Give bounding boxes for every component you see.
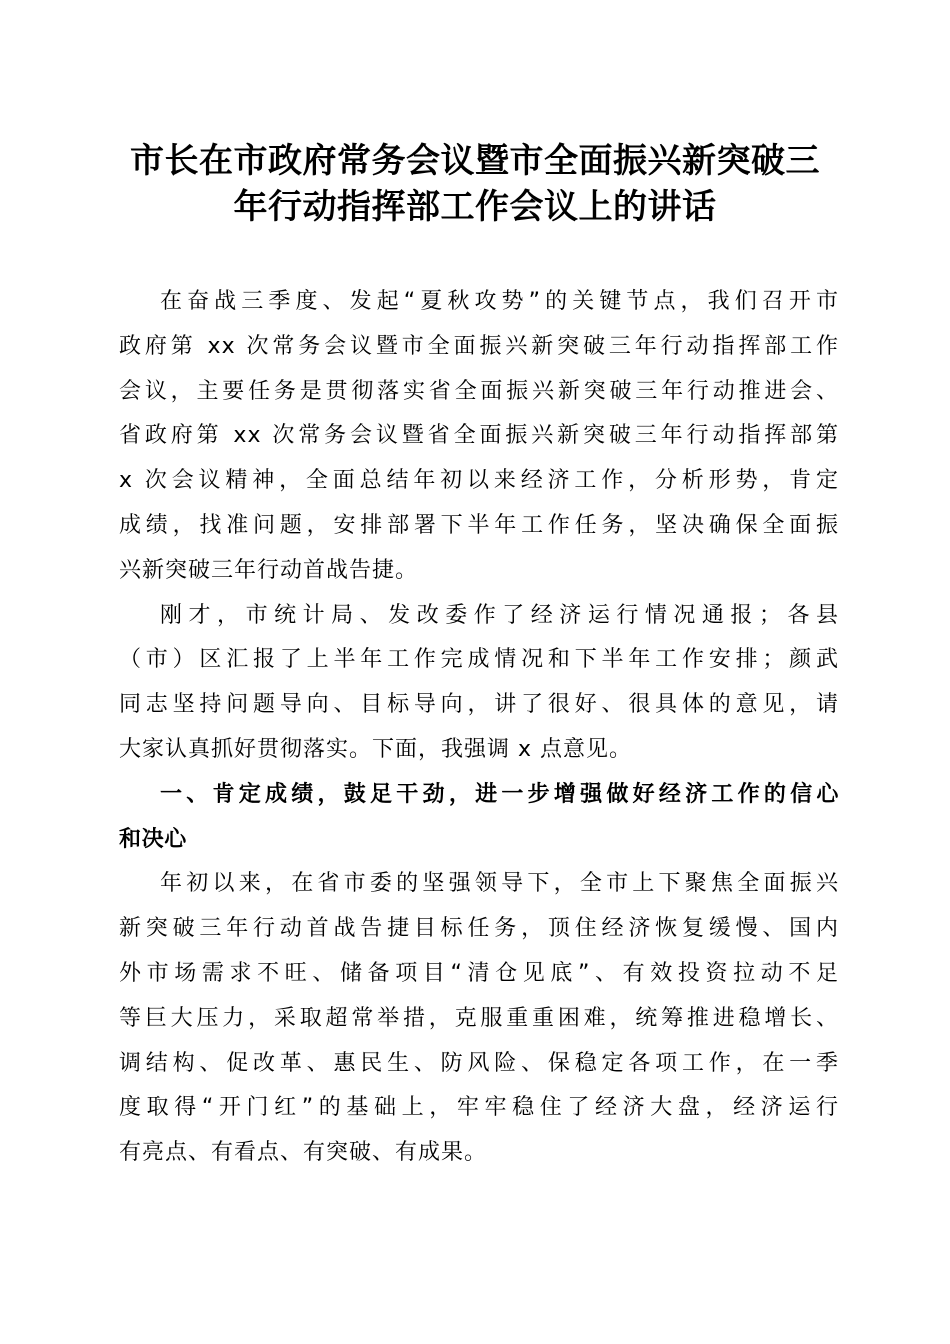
text-line: 政府第 xx 次常务会议暨市全面振兴新突破三年行动指挥部工作 <box>119 333 839 359</box>
text-line: 大家认真抓好贯彻落实。下面，我强调 x 点意见。 <box>119 736 633 762</box>
document-body <box>119 280 839 1176</box>
document-title <box>100 138 850 230</box>
text-line: 外市场需求不旺、储备项目“清仓见底”、有效投资拉动不足 <box>119 960 839 986</box>
heading-line: 和决心 <box>119 826 187 852</box>
text-line: 等巨大压力，采取超常举措，克服重重困难，统筹推进稳增长、 <box>119 1005 839 1031</box>
text-line: 有亮点、有看点、有突破、有成果。 <box>119 1140 488 1166</box>
text-line: x 次会议精神，全面总结年初以来经济工作，分析形势，肯定 <box>119 468 839 494</box>
text-line: （市）区汇报了上半年工作完成情况和下半年工作安排；颜武 <box>119 647 839 673</box>
paragraph-achievements <box>119 862 839 1176</box>
heading-line: 一、肯定成绩，鼓足干劲，进一步增强做好经济工作的信心 <box>160 781 839 807</box>
text-line: 度取得“开门红”的基础上，牢牢稳住了经济大盘，经济运行 <box>119 1095 839 1121</box>
paragraph-reports <box>119 594 839 773</box>
text-line: 在奋战三季度、发起“夏秋攻势”的关键节点，我们召开市 <box>160 289 839 314</box>
text-line: 年初以来，在省市委的坚强领导下，全市上下聚焦全面振兴 <box>160 871 839 897</box>
text-line: 成绩，找准问题，安排部署下半年工作任务，坚决确保全面振 <box>119 512 839 538</box>
section-heading-1 <box>119 773 839 863</box>
text-line: 省政府第 xx 次常务会议暨省全面振兴新突破三年行动指挥部第 <box>119 423 839 449</box>
text-line: 同志坚持问题导向、目标导向，讲了很好、很具体的意见，请 <box>119 692 839 718</box>
text-line: 调结构、促改革、惠民生、防风险、保稳定各项工作，在一季 <box>119 1050 839 1076</box>
text-line: 兴新突破三年行动首战告捷。 <box>119 557 419 583</box>
text-line: 新突破三年行动首战告捷目标任务，顶住经济恢复缓慢、国内 <box>119 916 839 942</box>
text-line: 会议，主要任务是贯彻落实省全面振兴新突破三年行动推进会、 <box>119 378 839 404</box>
paragraph-opening <box>119 280 839 594</box>
title-line-2: 年行动指挥部工作会议上的讲话 <box>233 187 717 227</box>
title-line-1: 市长在市政府常务会议暨市全面振兴新突破三 <box>130 141 820 181</box>
text-line: 刚才，市统计局、发改委作了经济运行情况通报；各县 <box>160 602 839 628</box>
